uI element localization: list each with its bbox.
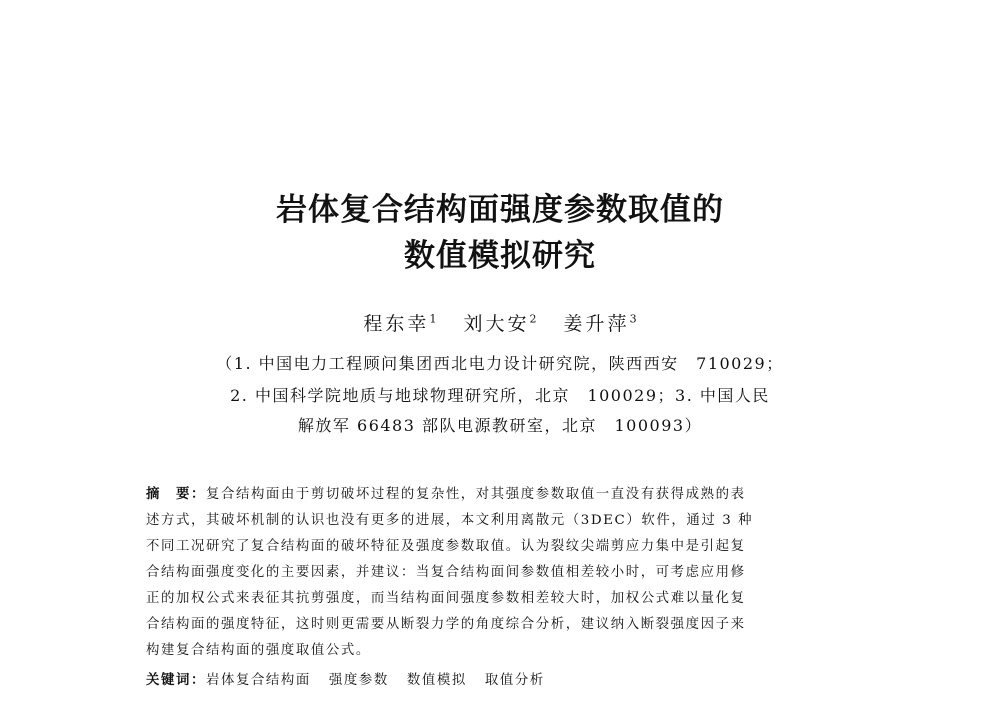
abstract-line: 合结构面强度变化的主要因素，并建议：当复合结构面间参数值相差较小时，可考虑应用修 bbox=[146, 565, 746, 580]
author-affiliation-mark: 3 bbox=[629, 313, 637, 326]
keywords-label: 关键词： bbox=[146, 673, 206, 688]
author-name: 程东幸 bbox=[363, 313, 430, 336]
paper-title-line-1: 岩体复合结构面强度参数取值的 bbox=[276, 192, 724, 228]
affiliation-line-1: （1. 中国电力工程顾问集团西北电力设计研究院，陕西西安 710029； bbox=[216, 354, 784, 373]
abstract-line: 述方式，其破坏机制的认识也没有更多的进展，本文利用离散元（3DEC）软件，通过 3 种 bbox=[146, 513, 754, 528]
abstract-line: 不同工况研究了复合结构面的破坏特征及强度参数取值。认为裂纹尖端剪应力集中是引起复 bbox=[146, 539, 746, 554]
keyword-term: 岩体复合结构面 bbox=[205, 673, 311, 688]
keyword-term: 取值分析 bbox=[484, 673, 545, 688]
keyword-term: 强度参数 bbox=[328, 673, 389, 688]
abstract-line: 正的加权公式来表征其抗剪强度，而当结构面间强度参数相差较大时，加权公式难以量化复 bbox=[146, 591, 746, 606]
paper-title-line-2: 数值模拟研究 bbox=[404, 238, 596, 274]
author-affiliation-mark: 2 bbox=[529, 313, 537, 326]
author-list bbox=[0, 306, 1000, 338]
abstract-line: 构建复合结构面的强度取值公式。 bbox=[146, 643, 371, 658]
abstract-line bbox=[146, 482, 850, 508]
affiliation-line-3: 解放军 66483 部队电源教研室，北京 100093） bbox=[297, 416, 703, 435]
keywords-line bbox=[146, 668, 850, 694]
author-affiliation-mark: 1 bbox=[429, 313, 437, 326]
abstract-line: 合结构面的强度特征，这时则更需要从断裂力学的角度综合分析，建议纳入断裂强度因子来 bbox=[146, 617, 746, 632]
abstract-text: 复合结构面由于剪切破坏过程的复杂性，对其强度参数取值一直没有获得成熟的表 bbox=[205, 487, 746, 502]
keyword-term: 数值模拟 bbox=[406, 673, 467, 688]
author-2 bbox=[463, 313, 536, 335]
author-name: 刘大安 bbox=[463, 313, 530, 336]
author-3 bbox=[564, 313, 637, 335]
author-1 bbox=[363, 313, 436, 335]
author-name: 姜升萍 bbox=[563, 313, 630, 336]
abstract-label: 摘 要： bbox=[146, 487, 206, 502]
affiliation-line-2: 2. 中国科学院地质与地球物理研究所，北京 100029；3. 中国人民 bbox=[230, 386, 770, 405]
